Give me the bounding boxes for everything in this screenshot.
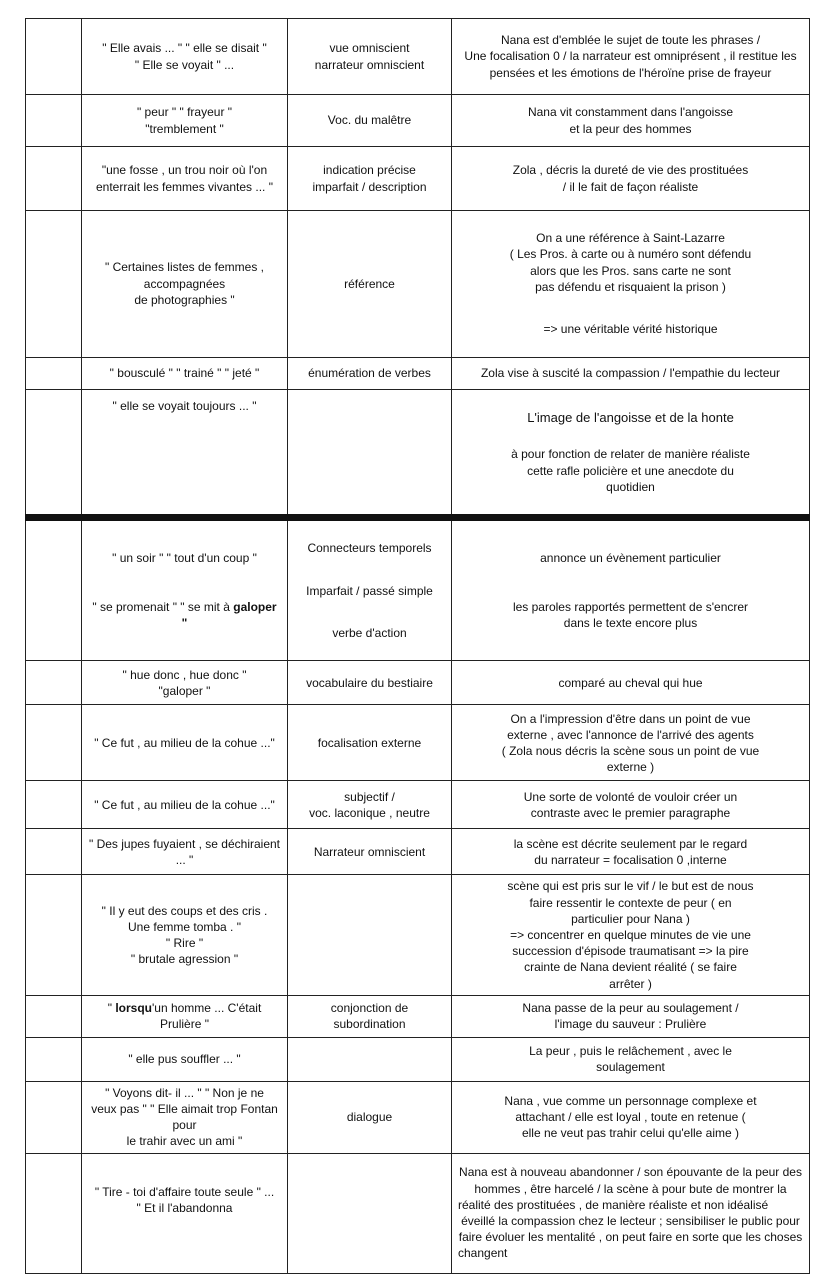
quote-bold-text: lorsqu (115, 1001, 152, 1016)
quote-cell: " elle se voyait toujours ... " (82, 389, 288, 518)
quote-bold-text: galoper " (181, 599, 277, 631)
table-row (26, 995, 810, 1037)
row-number-cell (26, 1037, 82, 1081)
row-number-cell (26, 518, 82, 661)
analysis-cell (452, 518, 810, 661)
device-cell: référence (288, 211, 452, 358)
row-number-cell (26, 875, 82, 995)
row-number-cell (26, 357, 82, 389)
analysis-cell: On a l'impression d'être dans un point de vue externe , avec l'annonce de l'arrivé des agents ( Zola nous décris la scène sous un point de vue externe ) (452, 705, 810, 781)
analysis-cell: Nana passe de la peur au soulagement / l'image du sauveur : Prulière (452, 995, 810, 1037)
quote-text: " se promenait " " se mit à (92, 599, 234, 614)
quote-cell: " elle pus souffler ... " (82, 1037, 288, 1081)
row-number-cell (26, 211, 82, 358)
table-row (26, 705, 810, 781)
quote-text: " (107, 1001, 116, 1016)
table-row (26, 781, 810, 829)
quote-text: 'un homme ... C'était Prulière " (151, 1001, 262, 1032)
quote-cell: " Des jupes fuyaient , se déchiraient ... " (82, 829, 288, 875)
table-row (26, 518, 810, 661)
quote-cell: " Voyons dit- il ... " " Non je ne veux pas " " Elle aimait trop Fontan pour le trahir avec un ami " (82, 1081, 288, 1153)
quote-cell: "une fosse , un trou noir où l'on enterrait les femmes vivantes ... " (82, 147, 288, 211)
quote-cell: " Ce fut , au milieu de la cohue ..." (82, 781, 288, 829)
table-row (26, 211, 810, 358)
row-number-cell (26, 829, 82, 875)
analysis-cell: comparé au cheval qui hue (452, 661, 810, 705)
device-cell: dialogue (288, 1081, 452, 1153)
analysis-cell: La peur , puis le relâchement , avec le soulagement (452, 1037, 810, 1081)
quote-line (88, 599, 281, 631)
table-row (26, 95, 810, 147)
device-cell: indication précise imparfait / description (288, 147, 452, 211)
table-row (26, 147, 810, 211)
analysis-cell: scène qui est pris sur le vif / le but est de nous faire ressentir le contexte de peur ( en particulier pour Nana ) => concentrer en quelque minutes de vie une succession d'épisode traumatisant => la pire crainte de Nana devient réalité ( se faire arrêter ) (452, 875, 810, 995)
analysis-table (25, 18, 810, 1274)
analysis-cell: Zola vise à suscité la compassion / l'empathie du lecteur (452, 357, 810, 389)
quote-cell: " Certaines listes de femmes , accompagnées de photographies " (82, 211, 288, 358)
row-number-cell (26, 1081, 82, 1153)
quote-cell: " peur " " frayeur " "tremblement " (82, 95, 288, 147)
analysis-cell: Une sorte de volonté de vouloir créer un contraste avec le premier paragraphe (452, 781, 810, 829)
table-row (26, 829, 810, 875)
device-cell: subjectif / voc. laconique , neutre (288, 781, 452, 829)
analysis-cell (452, 211, 810, 358)
analysis-detail: à pour fonction de relater de manière réaliste cette rafle policière et une anecdote du quotidien (511, 447, 750, 494)
row-number-cell (26, 661, 82, 705)
row-number-cell (26, 147, 82, 211)
device-cell: énumération de verbes (288, 357, 452, 389)
table-row (26, 357, 810, 389)
quote-cell: " hue donc , hue donc " "galoper " (82, 661, 288, 705)
row-number-cell (26, 705, 82, 781)
analysis-cell: Nana est à nouveau abandonner / son épouvante de la peur des hommes , être harcelé / la scène à pour bute de montrer la réalité des prostituées , de manière réaliste et non idéalisé éveillé la compassion chez le lecteur ; sensibiliser le public pour faire évoluer les mentalité , on peut faire en sorte que les choses changent (452, 1153, 810, 1273)
table-row (26, 1153, 810, 1273)
quote-cell: " Elle avais ... " " elle se disait " " Elle se voyait " ... (82, 19, 288, 95)
quote-cell: " bousculé " " trainé " " jeté " (82, 357, 288, 389)
quote-cell (82, 995, 288, 1037)
analysis-text: annonce un évènement particulier (540, 551, 721, 566)
quote-line: " un soir " " tout d'un coup " (112, 551, 257, 566)
device-cell (288, 1153, 452, 1273)
analysis-cell: Zola , décris la dureté de vie des prostituées / il le fait de façon réaliste (452, 147, 810, 211)
device-cell (288, 389, 452, 518)
device-cell: Narrateur omniscient (288, 829, 452, 875)
device-cell (288, 518, 452, 661)
row-number-cell (26, 781, 82, 829)
device-line: Imparfait / passé simple (306, 583, 433, 598)
analysis-text: L'image de l'angoisse et de la honte (527, 409, 734, 425)
analysis-cell: la scène est décrite seulement par le regard du narrateur = focalisation 0 ,interne (452, 829, 810, 875)
row-number-cell (26, 389, 82, 518)
device-cell: vocabulaire du bestiaire (288, 661, 452, 705)
device-cell (288, 875, 452, 995)
device-cell: focalisation externe (288, 705, 452, 781)
quote-cell: " Il y eut des coups et des cris . Une femme tomba . " " Rire " " brutale agression " (82, 875, 288, 995)
row-number-cell (26, 1153, 82, 1273)
quote-cell (82, 518, 288, 661)
table-row (26, 389, 810, 518)
device-cell: vue omniscient narrateur omniscient (288, 19, 452, 95)
table-row (26, 1037, 810, 1081)
analysis-cell: Nana vit constamment dans l'angoisse et la peur des hommes (452, 95, 810, 147)
row-number-cell (26, 995, 82, 1037)
device-cell: Voc. du malêtre (288, 95, 452, 147)
analysis-conclusion: => une véritable vérité historique (543, 322, 718, 337)
analysis-cell: Nana est d'emblée le sujet de toute les phrases / Une focalisation 0 / la narrateur est omniprésent , il restitue les pensées et les émotions de l'héroïne prise de frayeur (452, 19, 810, 95)
quote-cell: " Tire - toi d'affaire toute seule " ... " Et il l'abandonna (82, 1153, 288, 1273)
device-cell (288, 1037, 452, 1081)
table-row (26, 19, 810, 95)
table-row (26, 661, 810, 705)
table-row (26, 875, 810, 995)
device-line: Connecteurs temporels (307, 541, 432, 556)
row-number-cell (26, 95, 82, 147)
analysis-text: On a une référence à Saint-Lazarre ( Les Pros. à carte ou à numéro sont défendu alors que les Pros. sans carte ne sont pas défendu et risquaient la prison ) (509, 231, 752, 294)
analysis-detail: les paroles rapportés permettent de s'encrer dans le texte encore plus (512, 599, 749, 631)
quote-cell: " Ce fut , au milieu de la cohue ..." (82, 705, 288, 781)
analysis-cell (452, 389, 810, 518)
analysis-cell: Nana , vue comme un personnage complexe et attachant / elle est loyal , toute en retenue ( elle ne veut pas trahir celui qu'elle aime ) (452, 1081, 810, 1153)
table-row (26, 1081, 810, 1153)
device-line: verbe d'action (332, 626, 407, 641)
device-cell: conjonction de subordination (288, 995, 452, 1037)
row-number-cell (26, 19, 82, 95)
